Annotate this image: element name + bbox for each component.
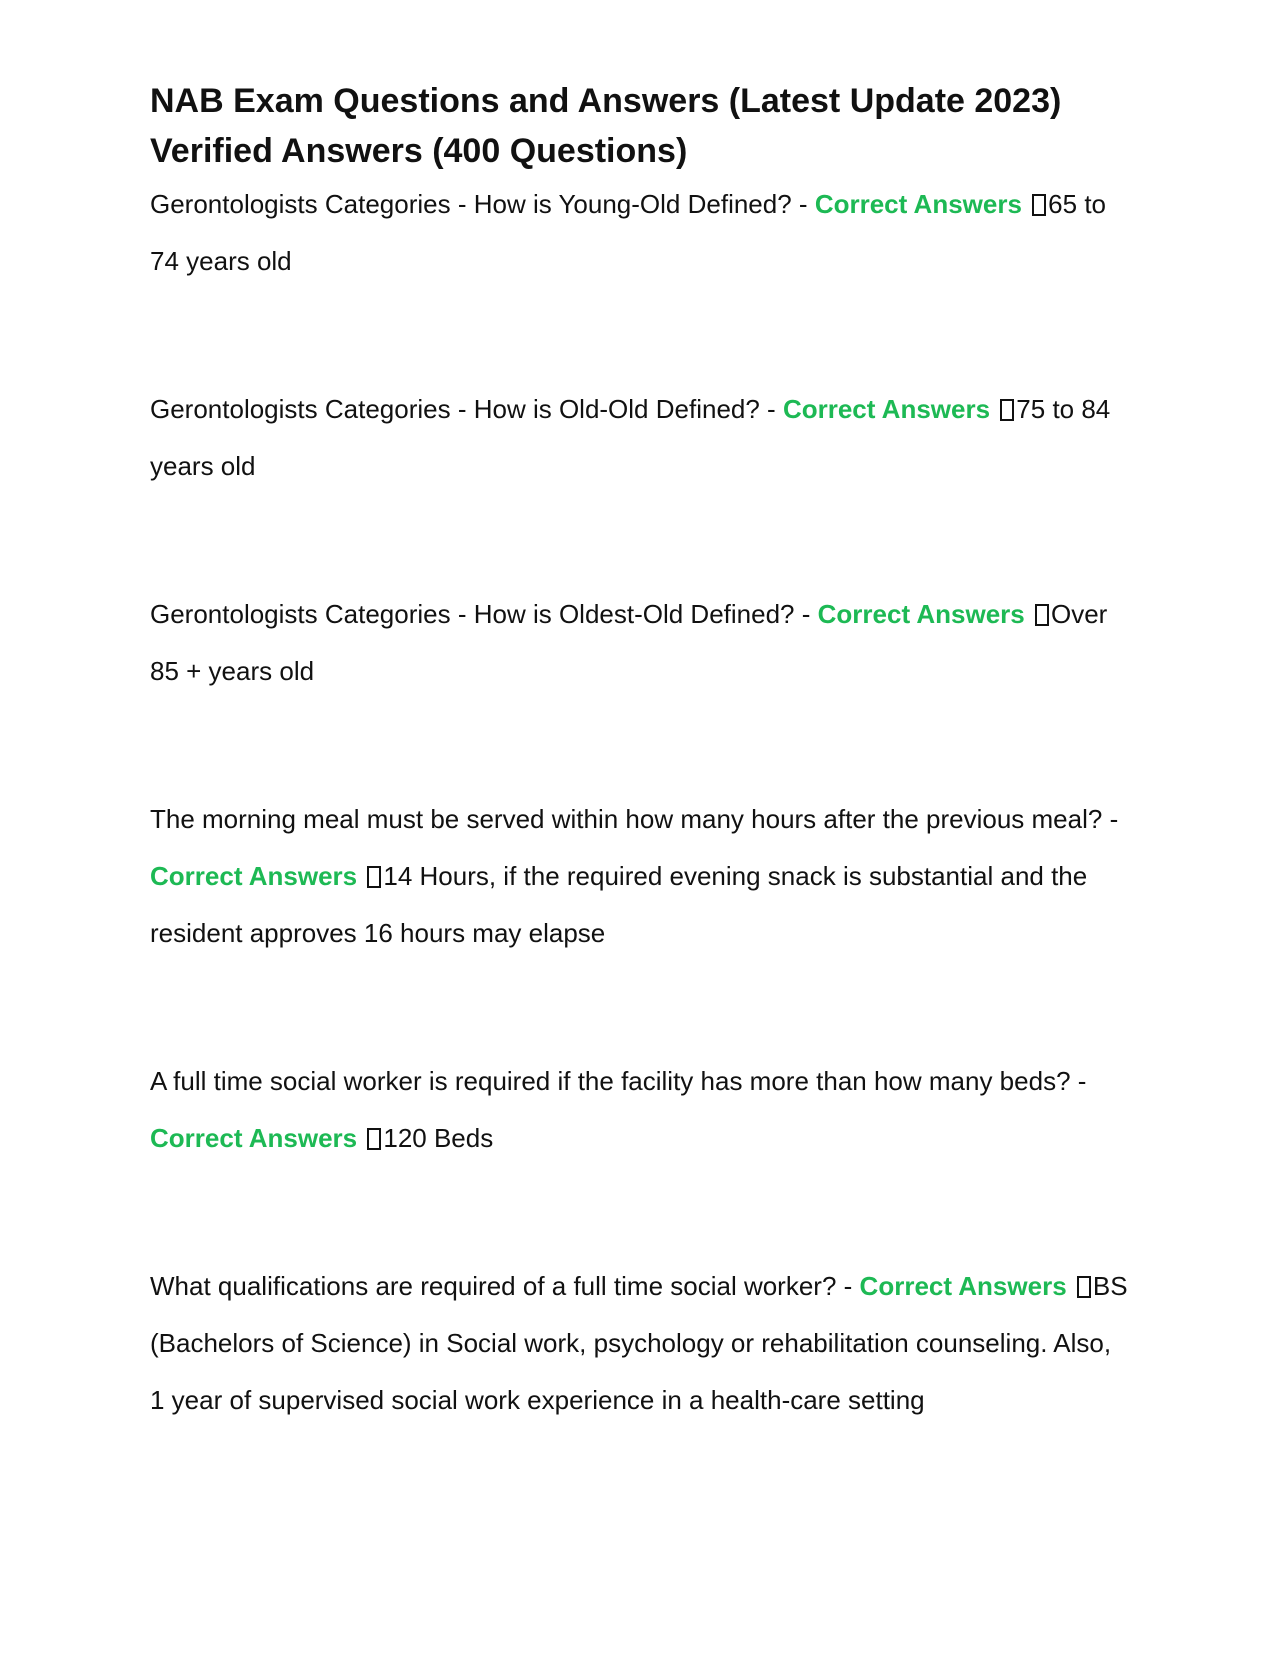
question-text: Gerontologists Categories - How is Oldest-Old Defined? - bbox=[150, 599, 811, 629]
document-title: NAB Exam Questions and Answers (Latest Update 2023) Verified Answers (400 Questions) bbox=[150, 82, 1062, 170]
qa-item bbox=[150, 791, 1130, 962]
question-text: A full time social worker is required if the facility has more than how many beds? - bbox=[150, 1066, 1087, 1096]
qa-item bbox=[150, 586, 1130, 700]
answer-text: 120 Beds bbox=[383, 1123, 494, 1153]
question-text: What qualifications are required of a full time social worker? - bbox=[150, 1271, 853, 1301]
qa-item bbox=[150, 1258, 1130, 1429]
missing-glyph-box-icon bbox=[367, 866, 381, 888]
correct-answers-label: Correct Answers bbox=[859, 1271, 1067, 1301]
question-text: The morning meal must be served within how many hours after the previous meal? - bbox=[150, 804, 1119, 834]
answer-text: 14 Hours, if the required evening snack is substantial and the resident approves 16 hours may elapse bbox=[150, 861, 1088, 948]
question-text: Gerontologists Categories - How is Old-Old Defined? - bbox=[150, 394, 776, 424]
answer-text: Over 85 + years old bbox=[150, 599, 1108, 686]
qa-item bbox=[150, 381, 1130, 495]
answer-text: 65 to 74 years old bbox=[150, 189, 1106, 276]
missing-glyph-box-icon bbox=[1032, 194, 1046, 216]
missing-glyph-box-icon bbox=[367, 1128, 381, 1150]
missing-glyph-box-icon bbox=[1000, 399, 1014, 421]
answer-text: BS (Bachelors of Science) in Social work, psychology or rehabilitation counseling. Also, 1 year of supervised social work experience in a health-care setting bbox=[150, 1271, 1128, 1415]
question-text: Gerontologists Categories - How is Young-Old Defined? - bbox=[150, 189, 808, 219]
correct-answers-label: Correct Answers bbox=[782, 394, 991, 424]
answer-text: 75 to 84 years old bbox=[150, 394, 1111, 481]
missing-glyph-box-icon bbox=[1077, 1276, 1091, 1298]
qa-item bbox=[150, 176, 1130, 290]
missing-glyph-box-icon bbox=[1035, 604, 1049, 626]
qa-item bbox=[150, 1053, 1130, 1167]
correct-answers-label: Correct Answers bbox=[150, 861, 358, 891]
correct-answers-label: Correct Answers bbox=[814, 189, 1022, 219]
correct-answers-label: Correct Answers bbox=[150, 1123, 358, 1153]
correct-answers-label: Correct Answers bbox=[817, 599, 1025, 629]
document-page bbox=[150, 76, 1130, 1520]
